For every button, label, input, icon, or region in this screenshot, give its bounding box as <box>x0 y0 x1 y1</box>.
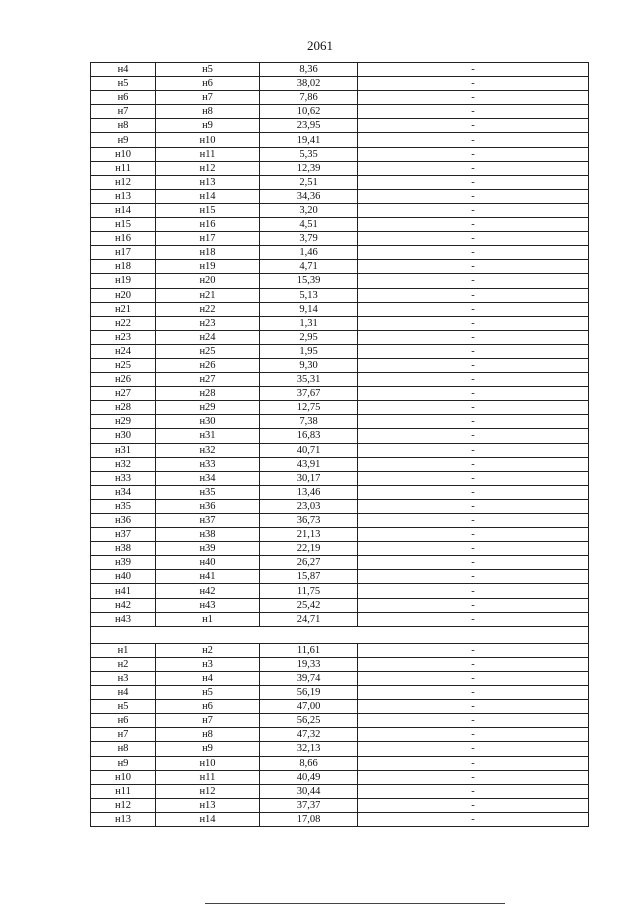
distance-cell: 9,30 <box>260 358 358 372</box>
to-point-cell: н9 <box>156 742 260 756</box>
to-point-cell: н21 <box>156 288 260 302</box>
table-row <box>91 514 589 528</box>
to-point-cell: н14 <box>156 812 260 826</box>
table-row <box>91 105 589 119</box>
from-point-cell: н4 <box>91 686 156 700</box>
table-row <box>91 429 589 443</box>
distance-cell: 17,08 <box>260 812 358 826</box>
to-point-cell: н3 <box>156 657 260 671</box>
bottom-divider <box>205 903 505 904</box>
table-row <box>91 260 589 274</box>
note-cell: - <box>358 415 589 429</box>
table-row <box>91 742 589 756</box>
distance-cell: 2,95 <box>260 330 358 344</box>
distance-cell: 56,25 <box>260 714 358 728</box>
distance-cell: 30,17 <box>260 471 358 485</box>
distance-cell: 35,31 <box>260 373 358 387</box>
from-point-cell: н24 <box>91 344 156 358</box>
from-point-cell: н5 <box>91 77 156 91</box>
table-row <box>91 542 589 556</box>
note-cell: - <box>358 161 589 175</box>
to-point-cell: н8 <box>156 728 260 742</box>
from-point-cell: н26 <box>91 373 156 387</box>
table-body <box>91 63 589 827</box>
note-cell: - <box>358 373 589 387</box>
table-row <box>91 63 589 77</box>
to-point-cell: н5 <box>156 686 260 700</box>
note-cell: - <box>358 260 589 274</box>
table-row <box>91 401 589 415</box>
to-point-cell: н30 <box>156 415 260 429</box>
to-point-cell: н18 <box>156 246 260 260</box>
distance-cell: 23,95 <box>260 119 358 133</box>
from-point-cell: н30 <box>91 429 156 443</box>
table-row <box>91 457 589 471</box>
distance-cell: 7,38 <box>260 415 358 429</box>
note-cell: - <box>358 387 589 401</box>
from-point-cell: н12 <box>91 798 156 812</box>
to-point-cell: н6 <box>156 77 260 91</box>
to-point-cell: н20 <box>156 274 260 288</box>
table-row <box>91 528 589 542</box>
note-cell: - <box>358 556 589 570</box>
distance-cell: 47,32 <box>260 728 358 742</box>
distance-cell: 2,51 <box>260 175 358 189</box>
table-row <box>91 671 589 685</box>
distance-cell: 40,71 <box>260 443 358 457</box>
table-row <box>91 584 589 598</box>
from-point-cell: н41 <box>91 584 156 598</box>
distance-cell: 26,27 <box>260 556 358 570</box>
distance-cell: 24,71 <box>260 612 358 626</box>
from-point-cell: н11 <box>91 784 156 798</box>
to-point-cell: н43 <box>156 598 260 612</box>
note-cell: - <box>358 246 589 260</box>
from-point-cell: н8 <box>91 119 156 133</box>
distance-cell: 19,33 <box>260 657 358 671</box>
section-separator-row <box>91 626 589 643</box>
to-point-cell: н13 <box>156 175 260 189</box>
to-point-cell: н22 <box>156 302 260 316</box>
distance-cell: 25,42 <box>260 598 358 612</box>
distance-cell: 15,87 <box>260 570 358 584</box>
from-point-cell: н19 <box>91 274 156 288</box>
note-cell: - <box>358 316 589 330</box>
from-point-cell: н15 <box>91 218 156 232</box>
from-point-cell: н32 <box>91 457 156 471</box>
to-point-cell: н29 <box>156 401 260 415</box>
table-row <box>91 218 589 232</box>
distance-cell: 56,19 <box>260 686 358 700</box>
note-cell: - <box>358 232 589 246</box>
table-row <box>91 598 589 612</box>
from-point-cell: н3 <box>91 671 156 685</box>
table-row <box>91 133 589 147</box>
note-cell: - <box>358 570 589 584</box>
from-point-cell: н27 <box>91 387 156 401</box>
from-point-cell: н14 <box>91 203 156 217</box>
table-row <box>91 77 589 91</box>
distance-cell: 11,75 <box>260 584 358 598</box>
note-cell: - <box>358 700 589 714</box>
table-row <box>91 203 589 217</box>
table-row <box>91 175 589 189</box>
table-row <box>91 119 589 133</box>
table-row <box>91 556 589 570</box>
from-point-cell: н16 <box>91 232 156 246</box>
distance-cell: 36,73 <box>260 514 358 528</box>
from-point-cell: н13 <box>91 812 156 826</box>
table-row <box>91 358 589 372</box>
distance-cell: 1,46 <box>260 246 358 260</box>
from-point-cell: н6 <box>91 91 156 105</box>
to-point-cell: н34 <box>156 471 260 485</box>
distance-cell: 13,46 <box>260 485 358 499</box>
distance-cell: 40,49 <box>260 770 358 784</box>
from-point-cell: н17 <box>91 246 156 260</box>
table-row <box>91 189 589 203</box>
distance-cell: 1,31 <box>260 316 358 330</box>
distance-cell: 34,36 <box>260 189 358 203</box>
note-cell: - <box>358 812 589 826</box>
note-cell: - <box>358 203 589 217</box>
to-point-cell: н9 <box>156 119 260 133</box>
distance-cell: 32,13 <box>260 742 358 756</box>
note-cell: - <box>358 189 589 203</box>
from-point-cell: н34 <box>91 485 156 499</box>
table-row <box>91 728 589 742</box>
distance-cell: 9,14 <box>260 302 358 316</box>
distance-cell: 39,74 <box>260 671 358 685</box>
distance-cell: 8,36 <box>260 63 358 77</box>
to-point-cell: н7 <box>156 714 260 728</box>
table-row <box>91 344 589 358</box>
to-point-cell: н38 <box>156 528 260 542</box>
from-point-cell: н4 <box>91 63 156 77</box>
to-point-cell: н42 <box>156 584 260 598</box>
note-cell: - <box>358 358 589 372</box>
distance-cell: 37,37 <box>260 798 358 812</box>
table-row <box>91 657 589 671</box>
from-point-cell: н6 <box>91 714 156 728</box>
from-point-cell: н35 <box>91 499 156 513</box>
note-cell: - <box>358 63 589 77</box>
note-cell: - <box>358 612 589 626</box>
table-row <box>91 161 589 175</box>
distance-cell: 21,13 <box>260 528 358 542</box>
note-cell: - <box>358 643 589 657</box>
from-point-cell: н8 <box>91 742 156 756</box>
to-point-cell: н19 <box>156 260 260 274</box>
to-point-cell: н32 <box>156 443 260 457</box>
table-row <box>91 91 589 105</box>
to-point-cell: н31 <box>156 429 260 443</box>
to-point-cell: н6 <box>156 700 260 714</box>
distance-cell: 12,75 <box>260 401 358 415</box>
note-cell: - <box>358 499 589 513</box>
from-point-cell: н9 <box>91 133 156 147</box>
note-cell: - <box>358 344 589 358</box>
from-point-cell: н42 <box>91 598 156 612</box>
to-point-cell: н12 <box>156 161 260 175</box>
from-point-cell: н31 <box>91 443 156 457</box>
distance-cell: 38,02 <box>260 77 358 91</box>
distance-cell: 5,35 <box>260 147 358 161</box>
to-point-cell: н12 <box>156 784 260 798</box>
table-row <box>91 246 589 260</box>
table-row <box>91 302 589 316</box>
to-point-cell: н25 <box>156 344 260 358</box>
note-cell: - <box>358 105 589 119</box>
table-row <box>91 499 589 513</box>
note-cell: - <box>358 218 589 232</box>
distance-cell: 1,95 <box>260 344 358 358</box>
from-point-cell: н10 <box>91 147 156 161</box>
to-point-cell: н15 <box>156 203 260 217</box>
distance-cell: 3,20 <box>260 203 358 217</box>
to-point-cell: н13 <box>156 798 260 812</box>
to-point-cell: н2 <box>156 643 260 657</box>
note-cell: - <box>358 798 589 812</box>
distance-cell: 4,51 <box>260 218 358 232</box>
from-point-cell: н13 <box>91 189 156 203</box>
from-point-cell: н40 <box>91 570 156 584</box>
from-point-cell: н22 <box>91 316 156 330</box>
distance-cell: 47,00 <box>260 700 358 714</box>
table-row <box>91 798 589 812</box>
from-point-cell: н20 <box>91 288 156 302</box>
table-row <box>91 274 589 288</box>
to-point-cell: н16 <box>156 218 260 232</box>
to-point-cell: н33 <box>156 457 260 471</box>
from-point-cell: н23 <box>91 330 156 344</box>
page-number: 2061 <box>307 38 333 53</box>
from-point-cell: н38 <box>91 542 156 556</box>
from-point-cell: н21 <box>91 302 156 316</box>
table-row <box>91 316 589 330</box>
from-point-cell: н5 <box>91 700 156 714</box>
table-row <box>91 612 589 626</box>
from-point-cell: н36 <box>91 514 156 528</box>
note-cell: - <box>358 147 589 161</box>
note-cell: - <box>358 756 589 770</box>
table-row <box>91 373 589 387</box>
note-cell: - <box>358 485 589 499</box>
to-point-cell: н7 <box>156 91 260 105</box>
table-row <box>91 232 589 246</box>
table-row <box>91 471 589 485</box>
table-row <box>91 570 589 584</box>
note-cell: - <box>358 598 589 612</box>
to-point-cell: н11 <box>156 770 260 784</box>
to-point-cell: н28 <box>156 387 260 401</box>
from-point-cell: н18 <box>91 260 156 274</box>
table-row <box>91 784 589 798</box>
table-row <box>91 770 589 784</box>
from-point-cell: н7 <box>91 728 156 742</box>
to-point-cell: н37 <box>156 514 260 528</box>
distance-cell: 16,83 <box>260 429 358 443</box>
to-point-cell: н5 <box>156 63 260 77</box>
note-cell: - <box>358 457 589 471</box>
to-point-cell: н24 <box>156 330 260 344</box>
table-row <box>91 147 589 161</box>
distance-cell: 23,03 <box>260 499 358 513</box>
note-cell: - <box>358 401 589 415</box>
table-row <box>91 415 589 429</box>
table-row <box>91 812 589 826</box>
note-cell: - <box>358 584 589 598</box>
note-cell: - <box>358 728 589 742</box>
distance-cell: 12,39 <box>260 161 358 175</box>
note-cell: - <box>358 742 589 756</box>
from-point-cell: н7 <box>91 105 156 119</box>
table-row <box>91 700 589 714</box>
note-cell: - <box>358 714 589 728</box>
boundary-points-table <box>90 62 589 827</box>
note-cell: - <box>358 288 589 302</box>
to-point-cell: н41 <box>156 570 260 584</box>
to-point-cell: н11 <box>156 147 260 161</box>
from-point-cell: н43 <box>91 612 156 626</box>
to-point-cell: н10 <box>156 133 260 147</box>
to-point-cell: н8 <box>156 105 260 119</box>
table-row <box>91 330 589 344</box>
from-point-cell: н33 <box>91 471 156 485</box>
distance-cell: 4,71 <box>260 260 358 274</box>
note-cell: - <box>358 443 589 457</box>
from-point-cell: н11 <box>91 161 156 175</box>
distance-cell: 30,44 <box>260 784 358 798</box>
to-point-cell: н23 <box>156 316 260 330</box>
distance-cell: 15,39 <box>260 274 358 288</box>
from-point-cell: н2 <box>91 657 156 671</box>
distance-cell: 19,41 <box>260 133 358 147</box>
distance-cell: 22,19 <box>260 542 358 556</box>
from-point-cell: н25 <box>91 358 156 372</box>
table-row <box>91 288 589 302</box>
note-cell: - <box>358 77 589 91</box>
note-cell: - <box>358 175 589 189</box>
table-row <box>91 387 589 401</box>
distance-cell: 37,67 <box>260 387 358 401</box>
distance-cell: 11,61 <box>260 643 358 657</box>
from-point-cell: н12 <box>91 175 156 189</box>
note-cell: - <box>358 514 589 528</box>
note-cell: - <box>358 542 589 556</box>
from-point-cell: н10 <box>91 770 156 784</box>
to-point-cell: н36 <box>156 499 260 513</box>
table-row <box>91 443 589 457</box>
from-point-cell: н28 <box>91 401 156 415</box>
distance-cell: 8,66 <box>260 756 358 770</box>
distance-cell: 7,86 <box>260 91 358 105</box>
note-cell: - <box>358 770 589 784</box>
section-separator-cell <box>91 626 589 643</box>
note-cell: - <box>358 528 589 542</box>
note-cell: - <box>358 91 589 105</box>
note-cell: - <box>358 133 589 147</box>
distance-cell: 3,79 <box>260 232 358 246</box>
note-cell: - <box>358 119 589 133</box>
from-point-cell: н9 <box>91 756 156 770</box>
note-cell: - <box>358 671 589 685</box>
from-point-cell: н39 <box>91 556 156 570</box>
to-point-cell: н26 <box>156 358 260 372</box>
from-point-cell: н37 <box>91 528 156 542</box>
to-point-cell: н17 <box>156 232 260 246</box>
to-point-cell: н1 <box>156 612 260 626</box>
to-point-cell: н4 <box>156 671 260 685</box>
note-cell: - <box>358 471 589 485</box>
to-point-cell: н40 <box>156 556 260 570</box>
note-cell: - <box>358 686 589 700</box>
table-row <box>91 643 589 657</box>
to-point-cell: н39 <box>156 542 260 556</box>
note-cell: - <box>358 274 589 288</box>
table-row <box>91 756 589 770</box>
table-row <box>91 485 589 499</box>
to-point-cell: н27 <box>156 373 260 387</box>
note-cell: - <box>358 330 589 344</box>
distance-cell: 43,91 <box>260 457 358 471</box>
to-point-cell: н10 <box>156 756 260 770</box>
table-row <box>91 686 589 700</box>
note-cell: - <box>358 429 589 443</box>
note-cell: - <box>358 302 589 316</box>
to-point-cell: н14 <box>156 189 260 203</box>
table-row <box>91 714 589 728</box>
distance-cell: 10,62 <box>260 105 358 119</box>
from-point-cell: н29 <box>91 415 156 429</box>
distance-cell: 5,13 <box>260 288 358 302</box>
to-point-cell: н35 <box>156 485 260 499</box>
from-point-cell: н1 <box>91 643 156 657</box>
note-cell: - <box>358 784 589 798</box>
note-cell: - <box>358 657 589 671</box>
